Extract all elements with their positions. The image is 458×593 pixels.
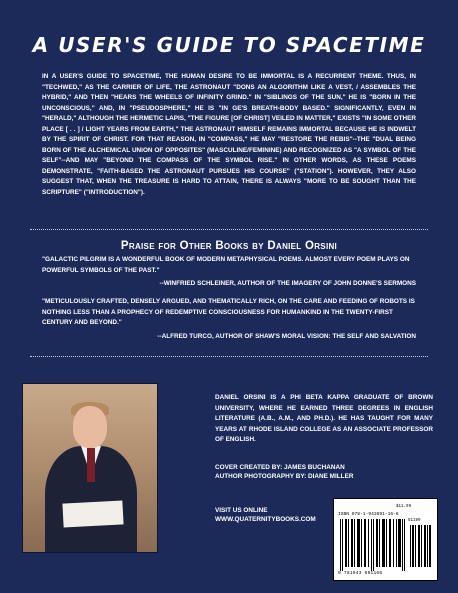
praise-attribution-1: --WINFRIED SCHLEINER, AUTHOR OF THE IMAGERY OF JOHN DONNE'S SERMONS bbox=[159, 280, 416, 287]
dotted-divider-top bbox=[30, 229, 428, 230]
author-bio: DANIEL ORSINI IS A PHI BETA KAPPA GRADUATE OF BROWN UNIVERSITY, WHERE HE EARNED THREE DEGREES IN ENGLISH LITERATURE (A.B., A.M., AND PH.D.). HE HAS TAUGHT FOR MANY YEARS AT RHODE ISLAND COLLEGE AS AN ASSOCIATE PROFESSOR OF ENGLISH. bbox=[215, 394, 433, 443]
back-cover-title: A USER'S GUIDE TO SPACETIME bbox=[32, 33, 426, 57]
visit-label: VISIT US ONLINE bbox=[215, 507, 268, 514]
author-head bbox=[73, 406, 107, 448]
photo-credit: AUTHOR PHOTOGRAPHY BY: DIANE MILLER bbox=[215, 473, 354, 480]
barcode-isbn: ISBN 978-1-943691-16-6 bbox=[338, 512, 399, 517]
barcode-bars bbox=[338, 519, 434, 571]
author-photo bbox=[22, 383, 158, 553]
praise-quote-1: "GALACTIC PILGRIM IS A WONDERFUL BOOK OF MODERN METAPHYSICAL POEMS. ALMOST EVERY POEM PLAYS ON POWERFUL SYMBOLS OF THE PAST." bbox=[42, 256, 410, 274]
dotted-divider-bottom bbox=[30, 356, 428, 357]
praise-heading: Praise for Other Books by Daniel Orsini bbox=[120, 240, 338, 252]
barcode-number: 9 781943 691166 bbox=[338, 571, 383, 576]
cover-credit: COVER CREATED BY: JAMES BUCHANAN bbox=[215, 464, 345, 471]
praise-quote-2: "METICULOUSLY CRAFTED, DENSELY ARGUED, AND THEMATICALLY RICH, ON THE CARE AND FEEDING OF ROBOTS IS NOTHING LESS THAN A PROPHECY OF REDEMPTIVE CONSCIOUSNESS FOR HUMANKIND IN THE TWENTY-FIRST CENTURY AND BEYOND." bbox=[42, 298, 415, 326]
author-paper bbox=[62, 500, 123, 527]
credits bbox=[215, 463, 435, 481]
website-link[interactable]: WWW.QUATERNITYBOOKS.COM bbox=[215, 516, 316, 523]
author-tie bbox=[87, 448, 95, 482]
intro-paragraph: IN A USER'S GUIDE TO SPACETIME, THE HUMAN DESIRE TO BE IMMORTAL IS A RECURRENT THEME. THUS, IN "TECHWED," AS THE CARRIER OF LIFE, THE ASTRONAUT "DONS AN ALGORITHM LIKE A VEST, / ASSEMBLES THE HYBRID," AND THEN "HEARS THE WHEELS OF INFINITY GRIND." IN "SIBLINGS OF THE SUN," HE IS "BORN IN THE UNCONSCIOUS," AND, IN "PSEUDOSPHERE," HE IS "IN GE'S BREATH-BODY BASED." SIGNIFICANTLY, EVEN IN "HERALD," ALTHOUGH THE HERMETIC LAPIS, "THE FIGURE [OF CHRIST] VEILED IN MATTER," EXISTS "IN SOME OTHER PLACE [ . . ] / LIGHT YEARS FROM EARTH," THE ASTRONAUT HIMSELF REMAINS IMMORTAL BECAUSE HE IS INDWELT BY THE SPIRIT OF CHRIST. FOR THAT REASON, IN "COMPASS," HE MAY "RESTORE THE REBIS"--THE "DUAL BEING BORN OF THE ALCHEMICAL UNION OF OPPOSITES" (MASCULINE/FEMININE) AND RECOGNIZED AS "A SYMBOL OF THE SELF"--AND MAY "BEYOND THE COMPASS OF THE SYMBOL RISE." IN OTHER WORDS, AS THESE POEMS DEMONSTRATE, "FAITH-BASED THE ASTRONAUT PURSUES HIS COURSE" ("STATION"). HOWEVER, THEY ALSO SUGGEST THAT, WHEN THE TREASURE IS HARD TO ATTAIN, THERE IS ALWAYS "MORE TO BE SOUGHT THAN THE SCRIPTURE" ("INTRODUCTION"). bbox=[42, 73, 416, 196]
barcode-box bbox=[333, 498, 438, 581]
barcode-price: $11.99 bbox=[396, 505, 412, 509]
barcode-price-code: 51199 bbox=[408, 519, 421, 523]
praise-attribution-2: --ALFRED TURCO, AUTHOR OF SHAW'S MORAL VISION: THE SELF AND SALVATION bbox=[157, 333, 416, 340]
